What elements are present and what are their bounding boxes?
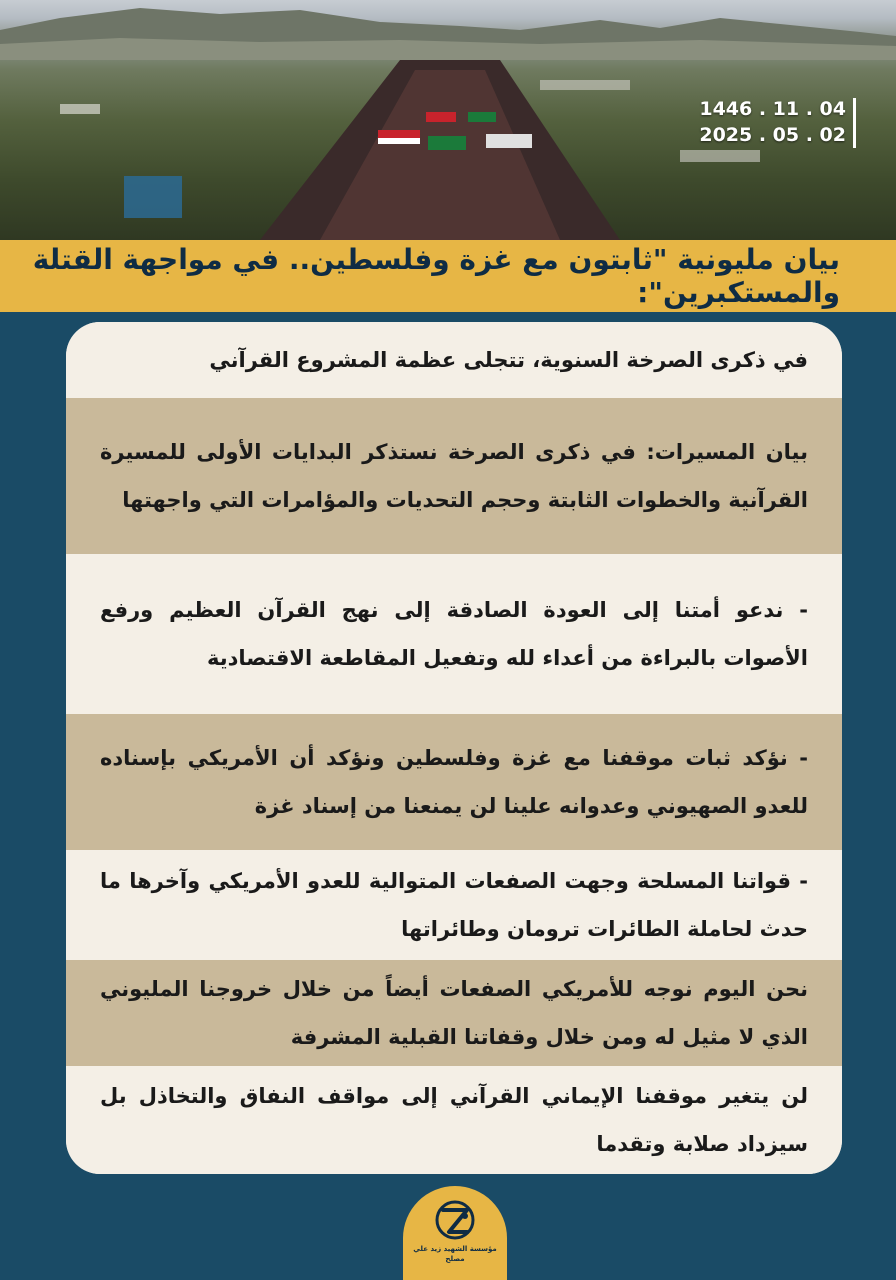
statements-card [66,322,842,1174]
statement-text: لن يتغير موقفنا الإيماني القرآني إلى مواقف النفاق والتخاذل بل سيزداد صلابة وتقدما [100,1084,808,1156]
statement-text: نحن اليوم نوجه للأمريكي الصفعات أيضاً من خلال خروجنا المليوني الذي لا مثيل له ومن خلال وقفاتنا القبلية المشرفة [100,977,808,1049]
statement-text: - قواتنا المسلحة وجهت الصفعات المتوالية للعدو الأمريكي وآخرها ما حدث لحاملة الطائرات ترومان وطائراتها [100,869,808,941]
statement-item [66,714,842,850]
date-display [699,96,846,148]
gregorian-date: 2025 . 05 . 02 [699,124,846,146]
logo-emblem-icon [403,1186,507,1246]
statement-text: في ذكرى الصرخة السنوية، تتجلى عظمة المشروع القرآني [209,348,808,372]
statement-text: بيان المسيرات: في ذكرى الصرخة نستذكر البدايات الأولى للمسيرة القرآنية والخطوات الثابتة وحجم التحديات والمؤامرات التي واجهتها [100,440,808,512]
statement-title: بيان مليونية "ثابتون مع غزة وفلسطين.. في مواجهة القتلة والمستكبرين": [32,243,840,309]
statement-item [66,322,842,398]
hijri-date: 1446 . 11 . 04 [699,98,846,120]
statement-text: - ندعو أمتنا إلى العودة الصادقة إلى نهج القرآن العظيم ورفع الأصوات بالبراءة من أعداء لله وتفعيل المقاطعة الاقتصادية [100,598,808,670]
statement-text: - نؤكد ثبات موقفنا مع غزة وفلسطين ونؤكد أن الأمريكي بإسناده للعدو الصهيوني وعدوانه علينا لن يمنعنا من إسناد غزة [100,746,808,818]
statement-item [66,850,842,960]
statement-item [66,398,842,554]
logo-text: مؤسسة الشهيد زيد علي مصلح [413,1245,497,1263]
statement-item [66,960,842,1066]
statement-item [66,1066,842,1174]
date-divider [853,98,856,148]
title-banner [0,240,896,312]
foundation-logo [403,1186,507,1280]
statement-item [66,554,842,714]
rally-aerial-photo [0,0,896,240]
